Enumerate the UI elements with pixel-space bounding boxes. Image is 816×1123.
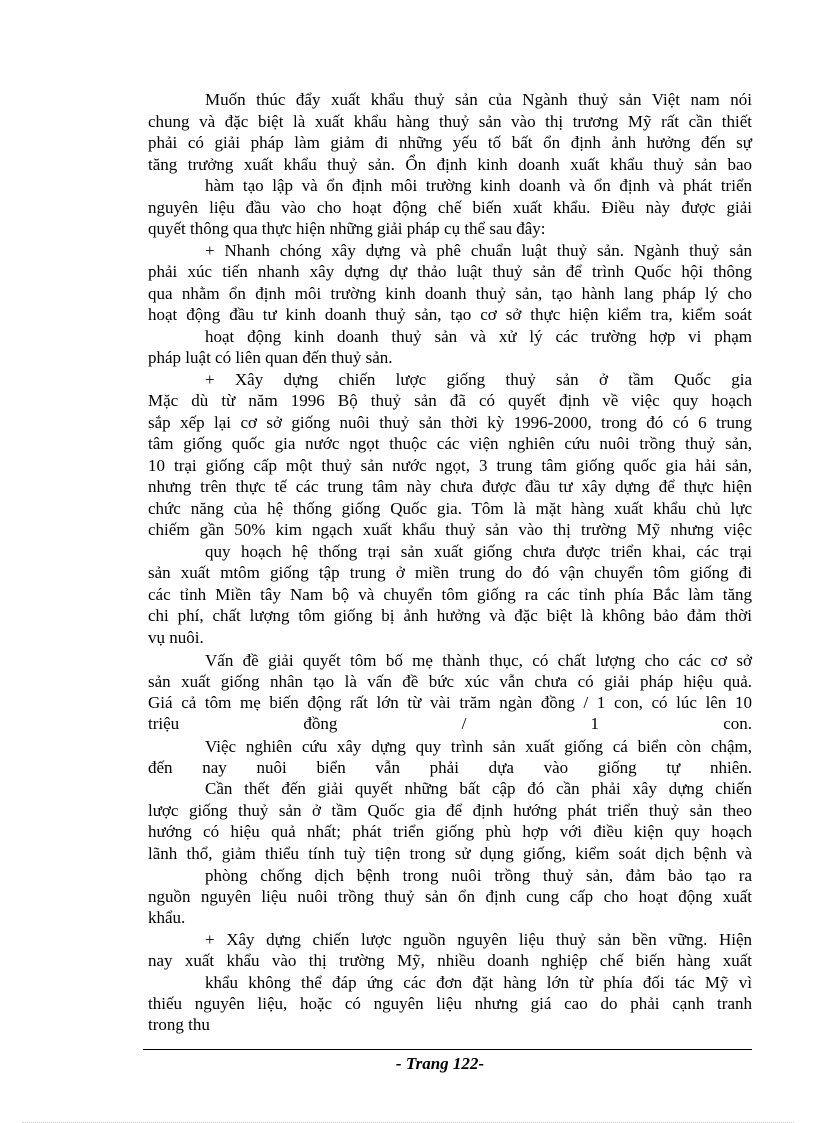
text-line: khẩu không thể đáp ứng các đơn đặt hàng lớn từ phía đối tác Mỹ vì [205, 973, 752, 992]
text-line: pháp luật có liên quan đến thuỷ sản. [148, 348, 393, 367]
text-line: nguyên liệu đầu vào cho hoạt động chế biến xuất khẩu. Điều này được giải [148, 198, 752, 217]
text-line: nhưng trên thực tế các trung tâm này chưa được đầu tư xây dựng để thực hiện [148, 477, 752, 496]
text-line: phải xúc tiến nhanh xây dựng dự thảo luật thuỷ sản để trình Quốc hội thông [148, 262, 752, 281]
text-line: trong thu [148, 1015, 210, 1034]
text-line: sắp xếp lại cơ sở giống nuôi thuỷ sản thời kỳ 1996-2000, trong đó có 6 trung [148, 413, 752, 432]
text-line: Vấn đề giải quyết tôm bố mẹ thành thục, có chất lượng cho các cơ sở [205, 651, 752, 670]
text-line: hướng có hiệu quả nhất; phát triển giống phù hợp với điều kiện quy hoạch [148, 822, 752, 841]
text-line: phòng chống dịch bệnh trong nuôi trồng thuỷ sản, đảm bảo tạo ra [205, 866, 752, 885]
text-line: + Nhanh chóng xây dựng và phê chuẩn luật thuỷ sản. Ngành thuỷ sản [205, 241, 752, 260]
page-number: - Trang 122- [395, 1054, 485, 1073]
text-line: đến nay nuôi biển vẫn phải dựa vào giống tự nhiên. [148, 758, 752, 777]
text-line: lược giống thuỷ sản ở tầm Quốc gia để định hướng phát triển thuỷ sản theo [148, 801, 752, 820]
text-line: nguồn nguyên liệu nuôi trồng thuỷ sản ổn định cung cấp cho hoạt động xuất [148, 887, 752, 906]
text-line: nay xuất khẩu vào thị trường Mỹ, nhiều doanh nghiệp chế biến hàng xuất [148, 951, 752, 970]
text-line: các tỉnh Miền tây Nam bộ và chuyển tôm giống ra các tỉnh phía Bắc làm tăng [148, 585, 752, 604]
text-line: Muốn thúc đẩy xuất khẩu thuỷ sản của Ngành thuỷ sản Việt nam nói [205, 90, 752, 109]
text-line: 10 trại giống cấp một thuỷ sản nước ngọt, 3 trung tâm giống quốc gia hải sản, [148, 456, 752, 475]
text-line: thiếu nguyên liệu, hoặc có nguyên liệu nhưng giá cao do phải cạnh tranh [148, 994, 752, 1013]
text-line: quy hoạch hệ thống trại sản xuất giống chưa được triển khai, các trại [205, 542, 752, 561]
text-line: hoạt động kinh doanh thuỷ sản và xử lý các trường hợp vi phạm [205, 327, 752, 346]
text-line: sản xuất mtôm giống tập trung ở miền trung do đó vận chuyển tôm giống đi [148, 563, 752, 582]
footer-divider [143, 1049, 752, 1050]
text-line: sản xuất giống nhân tạo là vấn đề bức xúc vẫn chưa có giải pháp hiệu quả. [148, 672, 752, 691]
text-line: tăng trưởng xuất khẩu thuỷ sản. Ổn định kinh doanh xuất khẩu thuỷ sản bao [148, 155, 752, 174]
text-line: chi phí, chất lượng tôm giống bị ảnh hưởng và đặc biệt là không bảo đảm thời [148, 606, 752, 625]
text-line: chiếm gần 50% kim ngạch xuất khẩu thuỷ sản vào thị trường Mỹ nhưng việc [148, 520, 752, 539]
text-line: lãnh thổ, giảm thiểu tính tuỳ tiện trong sử dụng giống, kiểm soát dịch bệnh và [148, 844, 752, 863]
text-line: + Xây dựng chiến lược giống thuỷ sản ở tầm Quốc gia [205, 370, 752, 389]
text-line: phải có giải pháp làm giảm đi những yếu tố bất ổn định ảnh hưởng đến sự [148, 133, 752, 152]
text-line: hàm tạo lập và ổn định môi trường kinh doanh và ổn định và phát triển [205, 176, 752, 195]
text-line: vụ nuôi. [148, 628, 204, 647]
text-line: Mặc dù từ năm 1996 Bộ thuỷ sản đã có quyết định về việc quy hoạch [148, 391, 752, 410]
text-line: tâm giống quốc gia nước ngọt thuộc các viện nghiên cứu nuôi trồng thuỷ sản, [148, 434, 752, 453]
text-line: chung và đặc biệt là xuất khẩu hàng thuỷ sản vào thị trương Mỹ rất cần thiết [148, 112, 752, 131]
text-line: + Xây dựng chiến lược nguồn nguyên liệu thuỷ sản bền vững. Hiện [205, 930, 752, 949]
text-line: Giá cả tôm mẹ biến động rất lớn từ vài trăm ngàn đồng / 1 con, có lúc lên 10 [148, 693, 752, 712]
text-line: chức năng của hệ thống giống Quốc gia. Tôm là mặt hàng xuất khẩu chủ lực [148, 499, 752, 518]
text-line: qua nhằm ổn định môi trường kinh doanh thuỷ sản, tạo hành lang pháp lý cho [148, 284, 752, 303]
text-line: hoạt động đầu tư kinh doanh thuỷ sản, tạo cơ sở thực hiện kiểm tra, kiểm soát [148, 305, 752, 324]
text-line: quyết thông qua thực hiện những giải pháp cụ thể sau đây: [148, 219, 546, 238]
text-line: Việc nghiên cứu xây dựng quy trình sản xuất giống cá biển còn chậm, [205, 737, 752, 756]
text-line: khẩu. [148, 908, 186, 927]
text-line: Cần thết đến giải quyết những bất cập đó cần phải xây dựng chiến [205, 779, 752, 798]
text-line: triệu đồng / 1 con. [148, 714, 752, 733]
